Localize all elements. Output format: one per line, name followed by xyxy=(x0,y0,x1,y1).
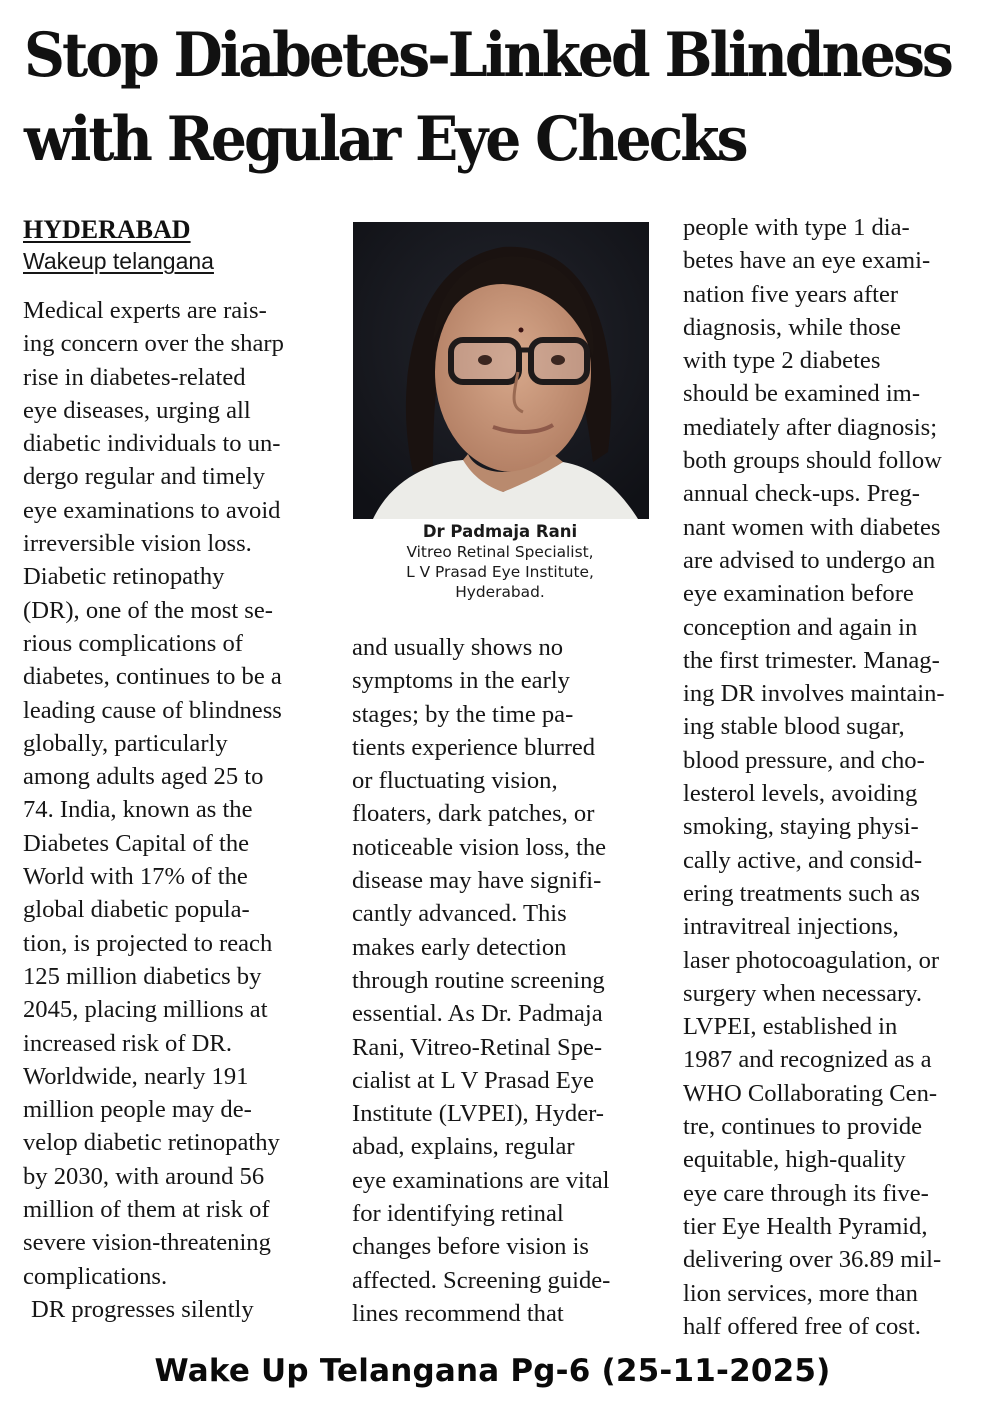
text-line: through routine screening xyxy=(352,966,605,994)
text-line: irreversible vision loss. xyxy=(23,530,252,558)
text-line: 74. India, known as the xyxy=(23,796,253,824)
column-1-body xyxy=(23,294,323,1326)
text-line: half offered free of cost. xyxy=(683,1312,921,1340)
text-line: lesterol levels, avoiding xyxy=(683,780,918,808)
caption-line: L V Prasad Eye Institute, xyxy=(406,563,594,581)
portrait-image xyxy=(353,222,649,519)
text-line: Rani, Vitreo-Retinal Spe- xyxy=(352,1033,603,1061)
text-line: essential. As Dr. Padmaja xyxy=(352,1000,603,1028)
column-3-body xyxy=(683,211,983,1343)
text-line: leading cause of blindness xyxy=(23,696,282,724)
text-line: lion services, more than xyxy=(683,1279,918,1307)
text-line: tre, continues to provide xyxy=(683,1113,923,1141)
text-line: changes before vision is xyxy=(352,1233,589,1261)
text-line: eye examinations are vital xyxy=(352,1166,610,1194)
text-line: annual check-ups. Preg- xyxy=(683,480,920,508)
text-line: million people may de- xyxy=(23,1096,252,1124)
text-line: World with 17% of the xyxy=(23,863,248,891)
text-line: cialist at L V Prasad Eye xyxy=(352,1066,595,1094)
text-line: Institute (LVPEI), Hyder- xyxy=(352,1100,605,1128)
text-line: nation five years after xyxy=(683,280,899,308)
text-line: globally, particularly xyxy=(23,729,228,757)
text-line: complications. xyxy=(23,1262,168,1290)
caption-line: Hyderabad. xyxy=(455,583,545,601)
publication-footer: Wake Up Telangana Pg-6 (25-11-2025) xyxy=(154,1353,831,1389)
text-line: should be examined im- xyxy=(683,380,921,408)
headline-line-2: with Regular Eye Checks xyxy=(24,104,746,175)
text-line: increased risk of DR. xyxy=(23,1029,232,1057)
text-line: tier Eye Health Pyramid, xyxy=(683,1212,928,1240)
text-line: betes have an eye exami- xyxy=(683,247,931,275)
article-column-3 xyxy=(683,211,983,1343)
text-line: conception and again in xyxy=(683,613,918,641)
text-line: disease may have signifi- xyxy=(352,867,602,895)
text-line: with type 2 diabetes xyxy=(683,347,881,375)
text-line: Diabetes Capital of the xyxy=(23,829,250,857)
text-line: tients experience blurred xyxy=(352,733,596,761)
article-column-1 xyxy=(23,214,323,1326)
text-line: 125 million diabetics by xyxy=(23,962,262,990)
text-line: ing concern over the sharp xyxy=(23,330,284,358)
text-line: equitable, high-quality xyxy=(683,1146,906,1174)
text-line: blood pressure, and cho- xyxy=(683,746,925,774)
text-line: ing DR involves maintain- xyxy=(683,680,945,708)
source-credit: Wakeup telangana xyxy=(23,248,214,274)
text-line: eye care through its five- xyxy=(683,1179,929,1207)
author-photo xyxy=(353,222,649,519)
headline-line-1: Stop Diabetes-Linked Blindness xyxy=(24,20,951,91)
text-line: global diabetic popula- xyxy=(23,896,250,924)
text-line: and usually shows no xyxy=(352,634,564,661)
text-line: LVPEI, established in xyxy=(683,1013,898,1041)
text-line: affected. Screening guide- xyxy=(352,1266,611,1294)
text-line: Worldwide, nearly 191 xyxy=(23,1062,249,1090)
text-line: laser photocoagulation, or xyxy=(683,946,940,974)
text-line: surgery when necessary. xyxy=(683,979,923,1007)
text-line: ering treatments such as xyxy=(683,879,920,907)
text-line: Diabetic retinopathy xyxy=(23,563,225,591)
text-line: 2045, placing millions at xyxy=(23,996,268,1024)
text-line: cally active, and consid- xyxy=(683,846,923,874)
text-line: WHO Collaborating Cen- xyxy=(683,1079,938,1107)
dateline: HYDERABAD xyxy=(23,215,191,244)
text-line: by 2030, with around 56 xyxy=(23,1162,265,1190)
text-line: delivering over 36.89 mil- xyxy=(683,1246,942,1274)
text-line: mediately after diagnosis; xyxy=(683,413,938,441)
text-line: (DR), one of the most se- xyxy=(23,596,273,624)
text-line: cantly advanced. This xyxy=(352,900,567,928)
text-line: or fluctuating vision, xyxy=(352,767,558,795)
text-line: Medical experts are rais- xyxy=(23,297,267,324)
photo-caption xyxy=(352,522,648,602)
text-line: intravitreal injections, xyxy=(683,913,899,941)
text-line: makes early detection xyxy=(352,933,567,961)
text-line: stages; by the time pa- xyxy=(352,700,574,728)
text-line: abad, explains, regular xyxy=(352,1133,575,1161)
text-line: 1987 and recognized as a xyxy=(683,1046,932,1074)
text-line: the first trimester. Manag- xyxy=(683,646,940,674)
column-2-body xyxy=(352,631,652,1330)
text-line: DR progresses silently xyxy=(31,1295,254,1323)
text-line: rise in diabetes-related xyxy=(23,363,246,391)
caption-line: Vitreo Retinal Specialist, xyxy=(406,543,594,561)
caption-name: Dr Padmaja Rani xyxy=(422,522,578,541)
text-line: eye diseases, urging all xyxy=(23,396,251,424)
text-line: are advised to undergo an xyxy=(683,546,936,574)
text-line: eye examinations to avoid xyxy=(23,496,281,524)
text-line: floaters, dark patches, or xyxy=(352,800,595,828)
headline xyxy=(24,14,951,182)
text-line: lines recommend that xyxy=(352,1299,564,1327)
text-line: diagnosis, while those xyxy=(683,313,901,341)
text-line: tion, is projected to reach xyxy=(23,929,273,957)
text-line: among adults aged 25 to xyxy=(23,763,264,791)
text-line: people with type 1 dia- xyxy=(683,214,910,241)
text-line: ing stable blood sugar, xyxy=(683,713,905,741)
text-line: symptoms in the early xyxy=(352,667,570,695)
text-line: for identifying retinal xyxy=(352,1200,564,1228)
text-line: eye examination before xyxy=(683,580,914,608)
text-line: severe vision-threatening xyxy=(23,1229,271,1257)
text-line: both groups should follow xyxy=(683,447,942,475)
text-line: diabetic individuals to un- xyxy=(23,430,281,458)
text-line: diabetes, continues to be a xyxy=(23,663,282,691)
text-line: rious complications of xyxy=(23,629,243,657)
text-line: million of them at risk of xyxy=(23,1196,270,1224)
text-line: dergo regular and timely xyxy=(23,463,265,491)
text-line: nant women with diabetes xyxy=(683,513,941,541)
text-line: smoking, staying physi- xyxy=(683,813,919,841)
text-line: velop diabetic retinopathy xyxy=(23,1129,280,1157)
article-column-2 xyxy=(352,631,652,1330)
text-line: noticeable vision loss, the xyxy=(352,833,607,861)
